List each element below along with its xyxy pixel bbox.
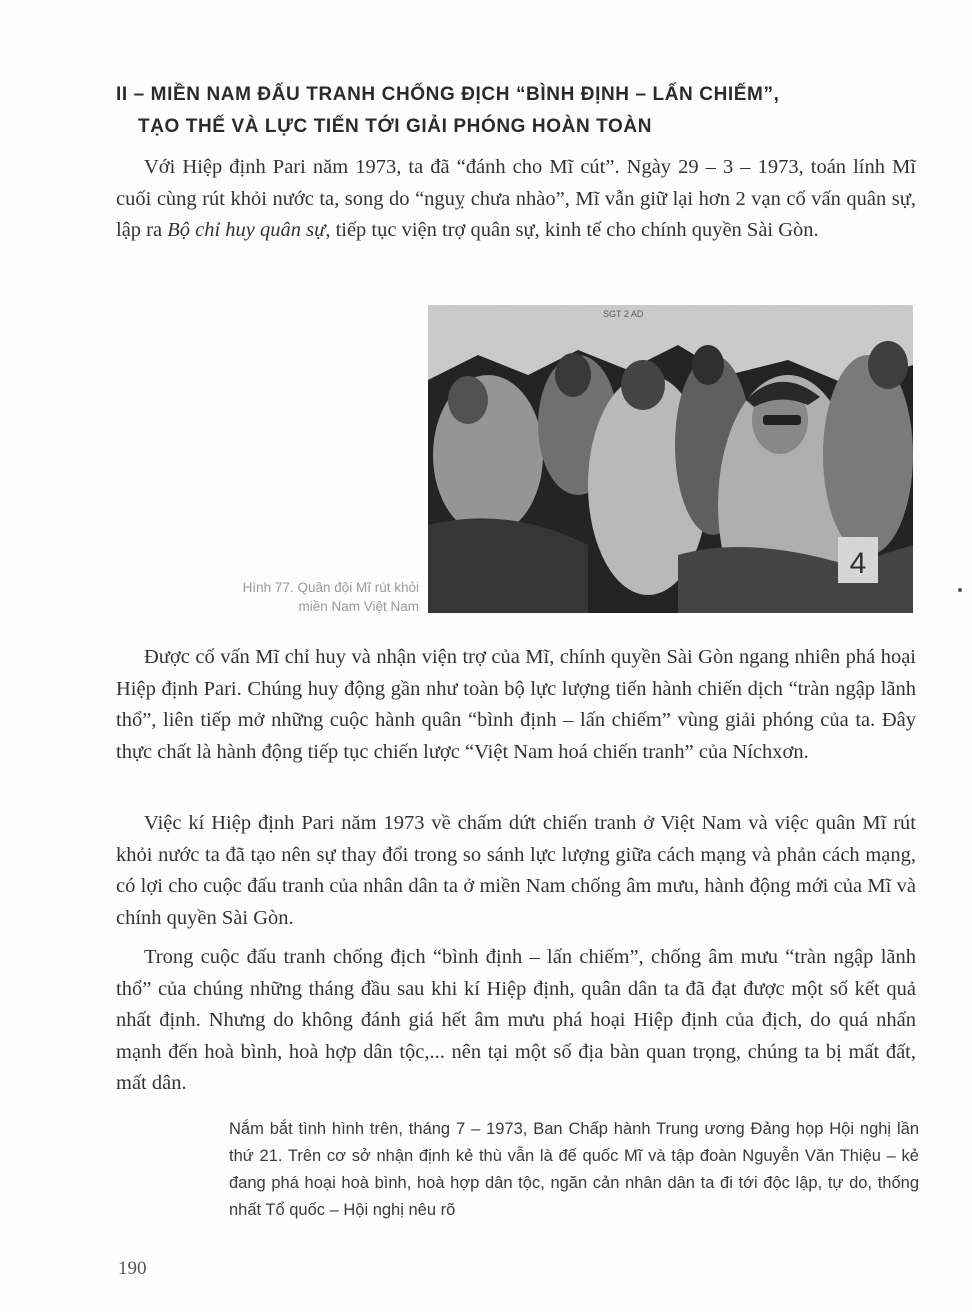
photo-number-label: 4	[849, 547, 867, 580]
section-heading-line2: TẠO THẾ VÀ LỰC TIẾN TỚI GIẢI PHÓNG HOÀN TOÀN	[138, 116, 653, 137]
paragraph-4-text: Trong cuộc đấu tranh chống địch “bình định – lấn chiếm”, chống âm mưu “tràn ngập lãnh thổ” của chúng những tháng đầu sau khi kí Hiệp định, quân dân ta đã đạt được một số kết quả nhất định. Nhưng do không đánh giá hết âm mưu phá hoại Hiệp định của địch, do quá nhấn mạnh đến hoà bình, hoà hợp dân tộc,... nên tại một số địa bàn quan trọng, chúng ta bị mất đất, mất dân.	[116, 946, 916, 1094]
paragraph-1	[116, 152, 916, 247]
paragraph-2	[116, 642, 916, 768]
paragraph-1-italic: Bộ chỉ huy quân sự	[167, 219, 326, 241]
figure-caption-line1: Hình 77. Quân đội Mĩ rút khỏi	[242, 580, 419, 595]
section-heading-line1: II – MIỀN NAM ĐẤU TRANH CHỐNG ĐỊCH “BÌNH ĐỊNH – LẤN CHIẾM”,	[116, 84, 780, 105]
figure-caption-line2: miền Nam Việt Nam	[298, 599, 419, 614]
paragraph-1-text-a: Với Hiệp định Pari năm 1973, ta đã “đánh cho Mĩ cút”. Ngày 29 – 3 – 1973, toán lính Mĩ cuối cùng rút khỏi nước ta, song do “nguỵ chưa nhào”, Mĩ vẫn giữ lại hơn 2 vạn cố vấn quân sự, lập ra	[116, 156, 916, 241]
paragraph-1-text-b: , tiếp tục viện trợ quân sự, kinh tế cho chính quyền Sài Gòn.	[325, 219, 819, 241]
figure-caption	[164, 578, 419, 616]
paragraph-4	[116, 942, 916, 1100]
photo-top-text: SGT 2 AD	[603, 309, 644, 319]
margin-dot	[958, 588, 962, 592]
paragraph-3-text: Việc kí Hiệp định Pari năm 1973 về chấm dứt chiến tranh ở Việt Nam và việc quân Mĩ rút khỏi nước ta đã tạo nên sự thay đổi trong so sánh lực lượng giữa cách mạng và phản cách mạng, có lợi cho cuộc đấu tranh của nhân dân ta ở miền Nam chống âm mưu, hành động mới của Mĩ và chính quyền Sài Gòn.	[116, 812, 916, 929]
paragraph-2-text: Được cố vấn Mĩ chỉ huy và nhận viện trợ của Mĩ, chính quyền Sài Gòn ngang nhiên phá hoại Hiệp định Pari. Chúng huy động gần như toàn bộ lực lượng tiến hành chiến dịch “tràn ngập lãnh thổ”, liên tiếp mở những cuộc hành quân “bình định – lấn chiếm” vùng giải phóng của ta. Đây thực chất là hành động tiếp tục chiến lược “Việt Nam hoá chiến tranh” của Níchxơn.	[116, 646, 916, 763]
paragraph-3	[116, 808, 916, 934]
historical-photo	[428, 305, 913, 613]
small-print-paragraph: Nắm bắt tình hình trên, tháng 7 – 1973, Ban Chấp hành Trung ương Đảng họp Hội nghị lần thứ 21. Trên cơ sở nhận định kẻ thù vẫn là đế quốc Mĩ và tập đoàn Nguyễn Văn Thiệu – kẻ đang phá hoại hoà bình, hoà hợp dân tộc, ngăn cản nhân dân ta đi tới độc lập, tự do, thống nhất Tổ quốc – Hội nghị nêu rõ	[229, 1120, 919, 1219]
page-number: 190	[118, 1258, 147, 1279]
